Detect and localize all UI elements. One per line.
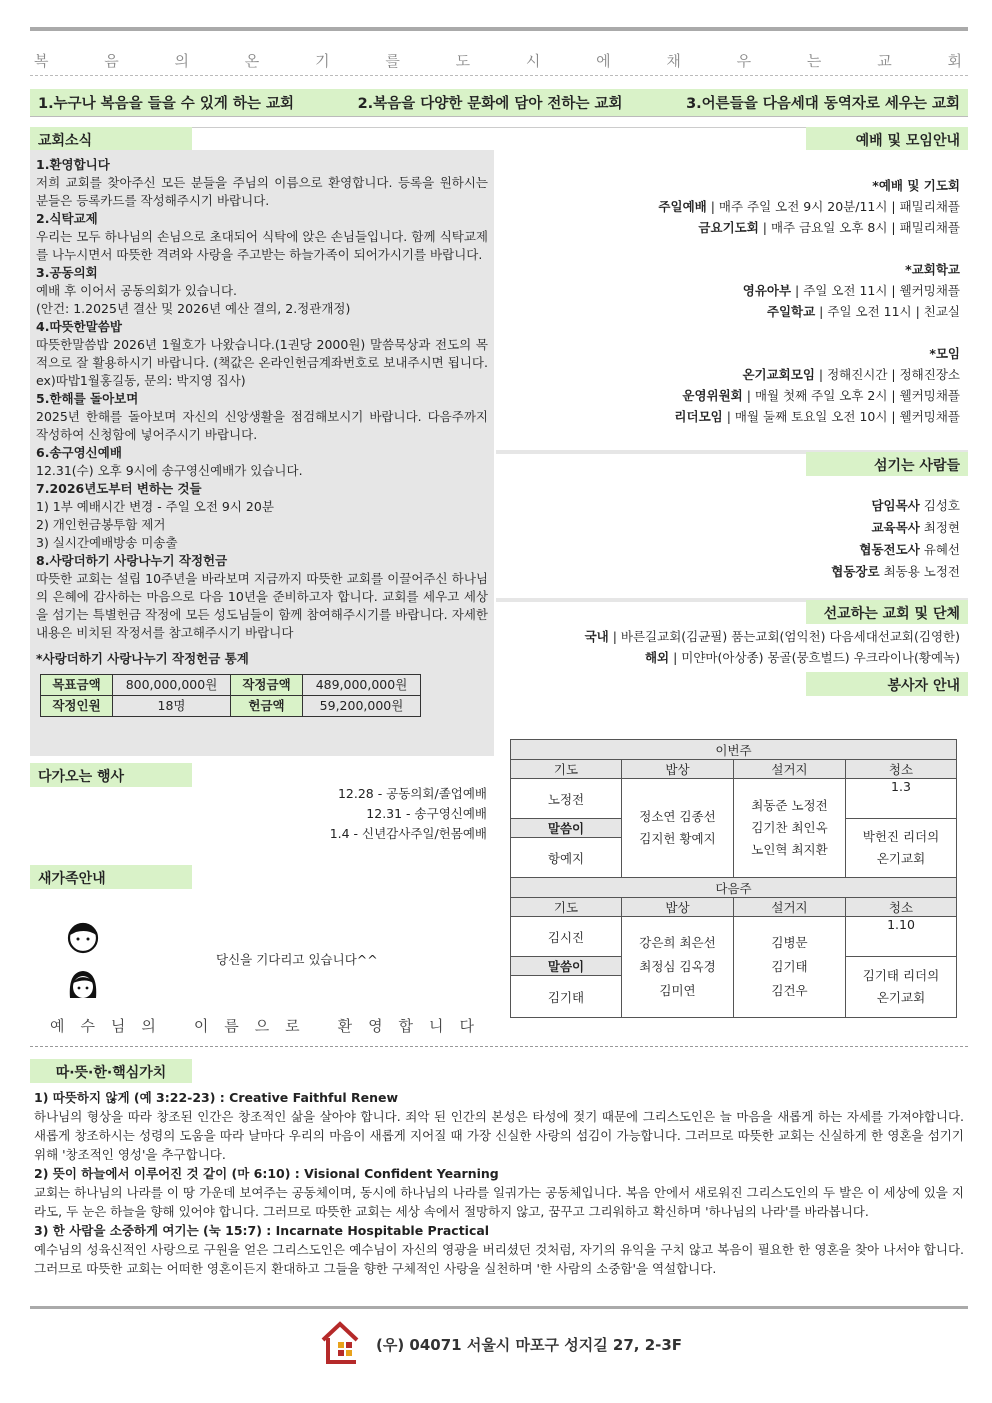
- girl-icon: [66, 966, 100, 1004]
- welcome-char: 의: [141, 1017, 156, 1035]
- worship-detail: 주일 오전 11시 | 친교실: [827, 304, 960, 319]
- worship-row: 리더모임 | 매월 둘째 토요일 오전 10시 | 웰커밍채플: [674, 409, 960, 424]
- welcome-char: 로: [285, 1017, 300, 1035]
- volunteer-heading: 봉사자 안내: [806, 672, 968, 696]
- core-value-title: 3) 한 사람을 소중하게 여기는 (눅 15:7) : Incarnate Hospitable Practical: [34, 1223, 490, 1238]
- vision-3: 3.어른들을 다음세대 동역자로 세우는 교회: [686, 96, 960, 112]
- event-item: 12.31 - 송구영신예배: [366, 806, 487, 821]
- welcome-line: [50, 1015, 474, 1036]
- welcome-char: 환: [337, 1017, 353, 1035]
- volunteer-name: 최정심 김옥경: [639, 959, 716, 974]
- dish-persons: [734, 779, 846, 878]
- news-item-text: 따뜻한 교회는 설립 10주년을 바라보며 지금까지 따뜻한 교회를 이끌어주신 하나님의 은혜에 감사하는 마음으로 다음 10년을 준비하고자 합니다. 교회를 세우고 세상을 섬기는 특별헌금 작정에 모든 성도님들이 함께 참여해주시기를 바랍니다. 자세한 내용은 비치된 작정서를 참고해주시기 바랍니다: [36, 571, 488, 640]
- news-item-text: 우리는 모두 하나님의 손님으로 초대되어 식탁에 앉은 손님들입니다. 함께 식탁교제를 나누시면서 따뜻한 격려와 사랑을 주고받는 하늘가족이 되어가시기를 바랍니다.: [36, 229, 488, 262]
- mission-orgs: 미얀마(아상종) 몽골(뭉흐벌드) 우크라이나(황예녹): [681, 650, 960, 665]
- worship-detail: 매월 첫째 주일 오후 2시 | 웰커밍채플: [754, 388, 960, 403]
- bottom-rule: [30, 1306, 968, 1309]
- core-heading: 따·뜻·한·핵심가치: [30, 1059, 192, 1083]
- top-rule: [30, 27, 968, 31]
- worship-info: [658, 175, 960, 427]
- word-person: 항예지: [511, 838, 622, 878]
- welcome-char: 영: [368, 1017, 383, 1035]
- stat-cell: 목표금액: [41, 675, 113, 696]
- stat-cell: 489,000,000원: [303, 675, 421, 696]
- worship-heading: 예배 및 모임안내: [806, 127, 968, 151]
- worship-name: 영유아부: [742, 283, 792, 298]
- volunteer-name: 온기교회: [876, 990, 926, 1005]
- motto-underline: [30, 75, 968, 76]
- news-list-item: 1) 1부 예배시간 변경 - 주일 오전 9시 20분: [36, 499, 274, 514]
- volunteer-next-week: [510, 877, 957, 1018]
- next-week-label: 다음주: [511, 878, 957, 898]
- word-label: 말씀이: [511, 819, 622, 838]
- core-value-title: 1) 따뜻하지 않게 (예 3:22-23) : Creative Faithful Renew: [34, 1090, 399, 1105]
- stat-title: *사랑더하기 사랑나누기 작정헌금 통계: [36, 651, 249, 666]
- stat-cell: 작정인원: [41, 696, 113, 717]
- clean-date: 1.10: [846, 917, 957, 957]
- vision-1: 1.누구나 복음을 들을 수 있게 하는 교회: [38, 96, 294, 112]
- core-value-text: 교회는 하나님의 나라를 이 땅 가운데 보여주는 공동체이며, 동시에 하나님의 나라를 일궈가는 공동체입니다. 복음 안에서 새로워진 그리스도인의 두 발은 이 세상에 있을 지라도, 두 눈은 하늘을 향해 있어야 합니다. 그러므로 따뜻한 교회는 세상 속에서 절망하지 않고, 꿈꾸고 그리워하고 확신하며 '하나님의 나라'를 바라봅니다.: [34, 1185, 964, 1219]
- col-dish: 설거지: [734, 760, 846, 779]
- welcome-char: 님: [110, 1017, 126, 1035]
- servants-heading: 섬기는 사람들: [806, 452, 968, 476]
- worship-group-title: *교회학교: [905, 262, 960, 277]
- church-news: [30, 150, 494, 756]
- news-item-text: 12.31(수) 오후 9시에 송구영신예배가 있습니다.: [36, 463, 303, 478]
- news-heading: 교회소식: [30, 127, 192, 151]
- col-dish: 설거지: [734, 898, 846, 917]
- news-item-text: 저희 교회를 찾아주신 모든 분들을 주님의 이름으로 환영합니다. 등록을 원하시는 분들은 등록카드를 작성해주시기 바랍니다.: [36, 175, 488, 208]
- worship-detail: 정해진시간 | 정해진장소: [827, 367, 960, 382]
- servant-row: [831, 539, 960, 561]
- meal-persons: [622, 779, 734, 878]
- mission-region: 국내: [584, 629, 609, 644]
- worship-detail: 주일 오전 11시 | 웰커밍채플: [803, 283, 960, 298]
- pledge-stats-table: [40, 674, 421, 717]
- meal-persons: [622, 917, 734, 1018]
- servant-row: [831, 517, 960, 539]
- news-item-title: 1.환영합니다: [36, 157, 110, 172]
- worship-row: 운영위원회 | 매월 첫째 주일 오후 2시 | 웰커밍채플: [682, 388, 960, 403]
- volunteer-name: 김기태 리더의: [862, 968, 940, 983]
- servant-name: 김성호: [923, 498, 960, 513]
- stat-cell: 18명: [113, 696, 231, 717]
- volunteer-name: 강은희 최은선: [639, 935, 716, 950]
- news-item-title: 6.송구영신예배: [36, 445, 122, 460]
- news-list-item: 3) 실시간예배방송 미송출: [36, 535, 178, 550]
- core-value-text: 하나님의 형상을 따라 창조된 인간은 창조적인 삶을 살아야 합니다. 죄악 된 인간의 본성은 타성에 젖기 때문에 그리스도인은 늘 마음을 새롭게 하는 자세를 가져야합니다. 새롭게 창조하시는 성령의 도움을 따라 날마다 우리의 마음이 새롭게 지어질 때 가장 신실한 사랑의 섬김이 가능합니다. 그러므로 따뜻한 교회는 신실하게 한 영혼을 섬기기 위해 '창조적인 영성'을 추구합니다.: [34, 1109, 964, 1162]
- servant-role: 협동장로: [831, 564, 880, 579]
- core-value-title: 2) 뜻이 하늘에서 이루어진 것 같이 (마 6:10) : Visional Confident Yearning: [34, 1166, 499, 1181]
- welcome-char: 합: [398, 1017, 414, 1035]
- stat-cell: 헌금액: [231, 696, 303, 717]
- stat-cell: 작정금액: [231, 675, 303, 696]
- this-week-label: 이번주: [511, 740, 957, 760]
- col-meal: 밥상: [622, 760, 734, 779]
- motto-char: 는: [806, 52, 822, 70]
- news-item-text: 2025년 한해를 돌아보며 자신의 신앙생활을 점검해보시기 바랍니다. 다음주까지 작성하여 신청함에 넣어주시기 바랍니다.: [36, 409, 488, 442]
- news-item-title: 3.공동의회: [36, 265, 98, 280]
- mission-row: 국내 | 바른길교회(김균필) 품는교회(엄익천) 다음세대선교회(김영한): [584, 629, 960, 644]
- clean-team: [846, 957, 957, 1018]
- mission-row: 해외 | 미얀마(아상종) 몽골(뭉흐벌드) 우크라이나(황예녹): [644, 650, 960, 665]
- worship-row: 온기교회모임 | 정해진시간 | 정해진장소: [742, 367, 960, 382]
- vision-bar: [30, 89, 968, 117]
- motto-line: [34, 50, 962, 71]
- boy-icon: [66, 918, 100, 956]
- worship-row: 주일예배 | 매주 주일 오전 9시 20분/11시 | 패밀리채플: [658, 199, 960, 214]
- motto-char: 도: [455, 52, 471, 70]
- events-list: [330, 784, 487, 844]
- welcome-char: 이: [193, 1017, 209, 1035]
- word-person: 김기태: [511, 976, 622, 1018]
- worship-name: 온기교회모임: [742, 367, 815, 382]
- worship-detail: 매주 주일 오전 9시 20분/11시 | 패밀리채플: [718, 199, 960, 214]
- news-item-title: 7.2026년도부터 변하는 것들: [36, 481, 202, 496]
- worship-row: 금요기도회 | 매주 금요일 오후 8시 | 패밀리채플: [698, 220, 960, 235]
- volunteer-name: 김기태: [771, 959, 808, 974]
- newfamily-heading: 새가족안내: [30, 865, 192, 889]
- worship-name: 운영위원회: [682, 388, 743, 403]
- stat-cell: 59,200,000원: [303, 696, 421, 717]
- worship-row: 영유아부 | 주일 오전 11시 | 웰커밍채플: [742, 283, 960, 298]
- clean-date: 1.3: [846, 779, 957, 819]
- mission-orgs: 바른길교회(김균필) 품는교회(엄익천) 다음세대선교회(김영한): [620, 629, 960, 644]
- events-heading: 다가오는 행사: [30, 763, 192, 787]
- worship-name: 금요기도회: [698, 220, 759, 235]
- stat-cell: 800,000,000원: [113, 675, 231, 696]
- news-item-title: 8.사랑더하기 사랑나누기 작정헌금: [36, 553, 228, 568]
- welcome-char: 름: [224, 1017, 239, 1035]
- col-clean: 청소: [846, 898, 957, 917]
- volunteer-name: 김지헌 황예지: [639, 831, 716, 846]
- volunteer-name: 정소연 김종선: [639, 809, 716, 824]
- motto-char: 복: [34, 52, 49, 70]
- event-item: 1.4 - 신년감사주일/헌몸예배: [329, 826, 487, 841]
- worship-group-title: *모임: [929, 346, 960, 361]
- news-item-title: 2.식탁교제: [36, 211, 98, 226]
- motto-char: 시: [525, 52, 541, 70]
- servant-name: 최정현: [923, 520, 960, 535]
- news-item-text: 예배 후 이어서 공동의회가 있습니다.: [36, 283, 237, 298]
- welcome-char: 예: [50, 1017, 65, 1035]
- motto-char: 기: [315, 52, 330, 70]
- volunteer-name: 김기찬 최인옥: [751, 820, 828, 835]
- motto-char: 우: [736, 52, 752, 70]
- servants-list: [831, 495, 960, 583]
- motto-char: 의: [174, 52, 190, 70]
- col-pray: 기도: [511, 760, 622, 779]
- core-values: [34, 1088, 964, 1278]
- worship-row: 주일학교 | 주일 오전 11시 | 친교실: [766, 304, 960, 319]
- volunteer-name: 김미연: [659, 983, 696, 998]
- church-logo-icon: [320, 1320, 360, 1366]
- welcome-char: 으: [254, 1017, 270, 1035]
- volunteer-name: 온기교회: [876, 851, 926, 866]
- motto-char: 를: [385, 52, 400, 70]
- mission-region: 해외: [644, 650, 670, 665]
- motto-char: 음: [104, 52, 119, 70]
- motto-char: 교: [877, 52, 892, 70]
- motto-char: 채: [666, 52, 681, 70]
- pray-person: 노정전: [511, 779, 622, 819]
- event-item: 12.28 - 공동의회/졸업예배: [337, 786, 487, 801]
- welcome-char: 다: [459, 1017, 474, 1035]
- core-value-text: 예수님의 성육신적인 사랑으로 구원을 얻은 그리스도인은 예수님이 자신의 영광을 버리셨던 것처럼, 자기의 유익을 구치 않고 복음이 필요한 한 영혼을 찾아 나서야 합니다. 그러므로 따뜻한 교회는 어떠한 영혼이든지 환대하고 그들을 향한 구체적인 사랑을 실천하며 '한 사람의 소중함'을 역설합니다.: [34, 1242, 964, 1276]
- worship-group-title: *예배 및 기도회: [872, 178, 960, 193]
- news-item-title: 4.따뜻한말씀밥: [36, 319, 122, 334]
- worship-detail: 매주 금요일 오후 8시 | 패밀리채플: [770, 220, 960, 235]
- servant-role: 교육목사: [871, 520, 920, 535]
- news-item-text: (안건: 1.2025년 결산 및 2026년 예산 결의, 2.정관개정): [36, 301, 351, 316]
- motto-char: 회: [947, 52, 962, 70]
- worship-name: 리더모임: [674, 409, 723, 424]
- worship-name: 주일학교: [766, 304, 816, 319]
- volunteer-name: 김건우: [771, 983, 808, 998]
- mission-heading: 선교하는 교회 및 단체: [806, 600, 968, 624]
- pray-person: 김시진: [511, 917, 622, 957]
- mission-list: [585, 626, 960, 668]
- col-pray: 기도: [511, 898, 622, 917]
- volunteer-name: 최동준 노정전: [751, 798, 828, 813]
- dish-persons: [734, 917, 846, 1018]
- volunteer-this-week: [510, 739, 957, 878]
- col-meal: 밥상: [622, 898, 734, 917]
- col-clean: 청소: [846, 760, 957, 779]
- vision-2: 2.복음을 다양한 문화에 담아 전하는 교회: [357, 96, 623, 112]
- servant-name: 유혜선: [923, 542, 960, 557]
- footer-address: (우) 04071 서울시 마포구 성지길 27, 2-3F: [376, 1336, 683, 1354]
- volunteer-name: 김병문: [771, 935, 808, 950]
- servant-row: [831, 561, 960, 583]
- motto-char: 에: [596, 52, 611, 70]
- welcome-char: 수: [80, 1017, 95, 1035]
- welcome-char: 니: [428, 1017, 444, 1035]
- worship-detail: 매월 둘째 토요일 오전 10시 | 웰커밍채플: [734, 409, 960, 424]
- news-item-text: 따뜻한말씀밥 2026년 1월호가 나왔습니다.(1권당 2000원) 말씀묵상과 전도의 목적으로 잘 활용하시기 바랍니다. (책값은 온라인헌금계좌번호로 보내주시면 됩니다. ex)따밥1월홍길동, 문의: 박지영 집사): [36, 337, 488, 388]
- volunteer-name: 노인혁 최지환: [751, 842, 828, 857]
- servant-role: 협동전도사: [859, 542, 920, 557]
- news-item-title: 5.한해를 돌아보며: [36, 391, 139, 406]
- motto-char: 온: [244, 52, 260, 70]
- servant-row: [831, 495, 960, 517]
- servant-role: 담임목사: [871, 498, 920, 513]
- clean-team: [846, 819, 957, 878]
- servant-name: 최동용 노정전: [883, 564, 960, 579]
- newfamily-message: 당신을 기다리고 있습니다^^: [216, 952, 378, 967]
- worship-name: 주일예배: [658, 199, 707, 214]
- news-list-item: 2) 개인헌금봉투함 제거: [36, 517, 166, 532]
- word-label: 말씀이: [511, 957, 622, 976]
- volunteer-name: 박헌진 리더의: [862, 829, 940, 844]
